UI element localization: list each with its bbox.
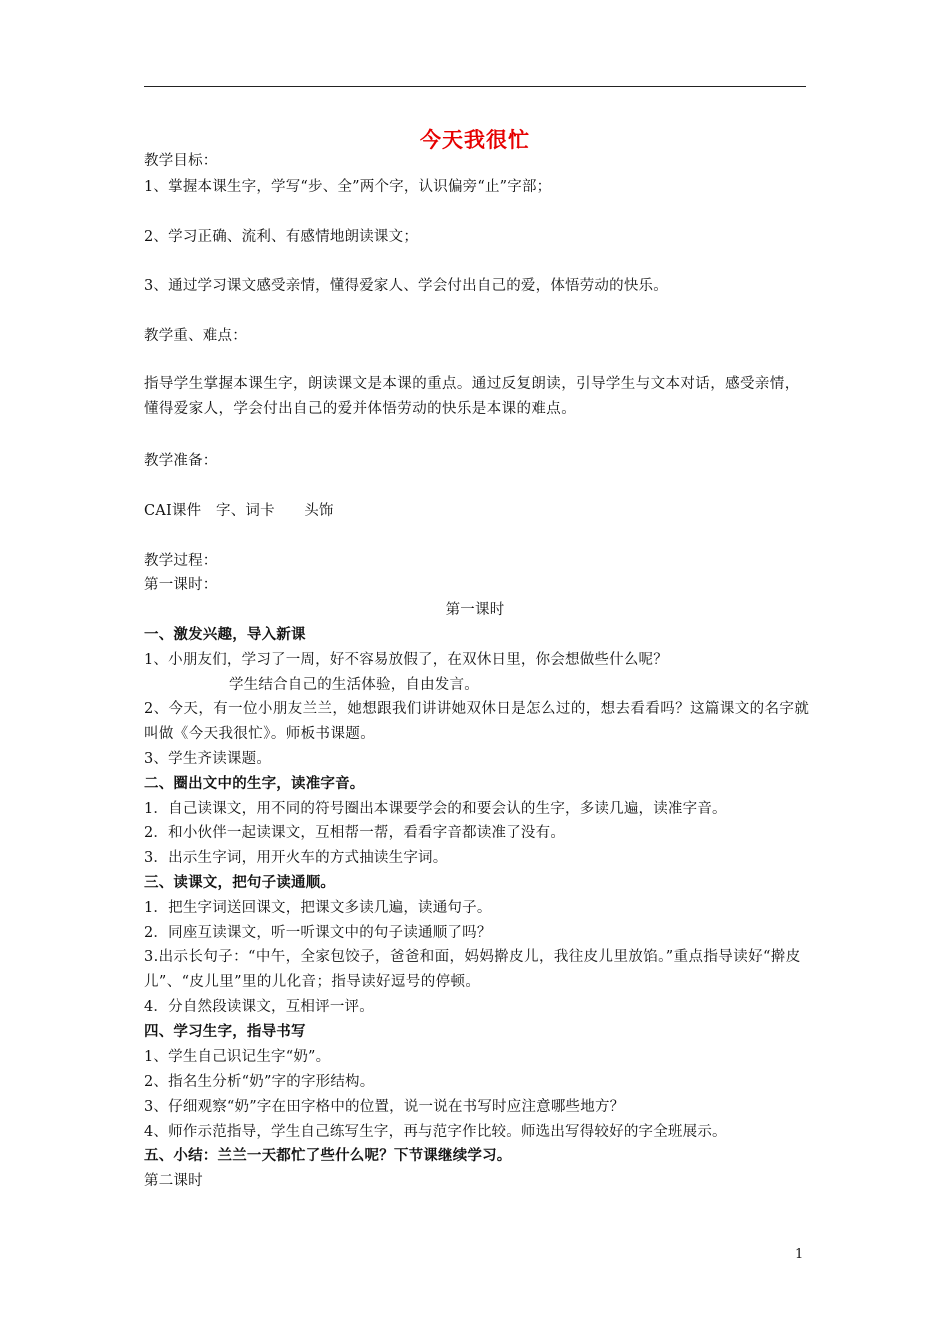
first-lesson-heading: 第一课时: [445, 602, 505, 618]
header-rule: [144, 86, 806, 87]
step-4-heading: 四、学习生字，指导书写: [144, 1024, 306, 1040]
first-lesson-label: 第一课时：: [144, 577, 218, 593]
objective-2: 2、学习正确、流利、有感情地朗读课文；: [144, 229, 419, 245]
step-2-item-3: 3．出示生字词，用开火车的方式抽读生字词。: [144, 850, 448, 866]
step-3-heading: 三、读课文，把句子读通顺。: [144, 875, 336, 891]
step-3-item-1: 1．把生字词送回课文，把课文多读几遍，读通句子。: [144, 900, 492, 916]
second-lesson-heading: 第二课时: [144, 1173, 203, 1189]
step-4-item-3: 3、仔细观察“奶”字在田字格中的位置，说一说在书写时应注意哪些地方？: [144, 1099, 625, 1115]
step-1-item-3: 3、学生齐读课题。: [144, 751, 272, 767]
section-heading-preparation: 教学准备：: [144, 453, 218, 469]
key-points-text: 指导学生掌握本课生字，朗读课文是本课的重点。通过反复朗读，引导学生与文本对话，感受亲情，懂得爱家人，学会付出自己的爱并体悟劳动的快乐是本课的难点。: [144, 376, 800, 417]
step-1-heading: 一、激发兴趣，导入新课: [144, 627, 306, 643]
section-heading-objectives: 教学目标：: [144, 153, 218, 169]
step-5-summary: 五、小结：兰兰一天都忙了些什么呢？下节课继续学习。: [144, 1148, 512, 1164]
document-title: 今天我很忙: [420, 128, 530, 152]
step-1-item-1: 1、小朋友们，学习了一周，好不容易放假了，在双休日里，你会想做些什么呢？: [144, 652, 668, 668]
page-number: 1: [795, 1247, 804, 1262]
step-1-item-1-note: 学生结合自己的生活体验，自由发言。: [229, 677, 479, 693]
step-3-item-3: 3.出示长句子：“中午，全家包饺子，爸爸和面，妈妈擀皮儿，我往皮儿里放馅。”重点指导读好“擀皮儿”、“皮儿里”里的儿化音；指导读好逗号的停顿。: [144, 949, 801, 990]
objective-1: 1、掌握本课生字，学写“步、全”两个字，认识偏旁“止”字部；: [144, 179, 552, 195]
step-2-item-2: 2．和小伙伴一起读课文，互相帮一帮，看看字音都读准了没有。: [144, 825, 566, 841]
step-4-item-1: 1、学生自己识记生字“奶”。: [144, 1049, 331, 1065]
section-heading-key-points: 教学重、难点：: [144, 328, 247, 344]
step-3-item-2: 2．同座互读课文，听一听课文中的句子读通顺了吗？: [144, 925, 492, 941]
objective-3: 3、通过学习课文感受亲情，懂得爱家人、学会付出自己的爱，体悟劳动的快乐。: [144, 278, 668, 294]
step-3-item-4: 4．分自然段读课文，互相评一评。: [144, 999, 374, 1015]
preparation-items: CAI课件 字、词卡 头饰: [144, 503, 334, 519]
section-heading-process: 教学过程：: [144, 553, 218, 569]
step-2-item-1: 1．自己读课文，用不同的符号圈出本课要学会的和要会认的生字，多读几遍，读准字音。: [144, 801, 727, 817]
step-4-item-4: 4、师作示范指导，学生自己练写生字，再与范字作比较。师选出写得较好的字全班展示。: [144, 1124, 727, 1140]
step-4-item-2: 2、指名生分析“奶”字的字形结构。: [144, 1074, 375, 1090]
step-2-heading: 二、圈出文中的生字，读准字音。: [144, 776, 365, 792]
step-1-item-2: 2、今天，有一位小朋友兰兰，她想跟我们讲讲她双休日是怎么过的，想去看看吗？这篇课文的名字就叫做《今天我很忙》。师板书课题。: [144, 701, 810, 742]
